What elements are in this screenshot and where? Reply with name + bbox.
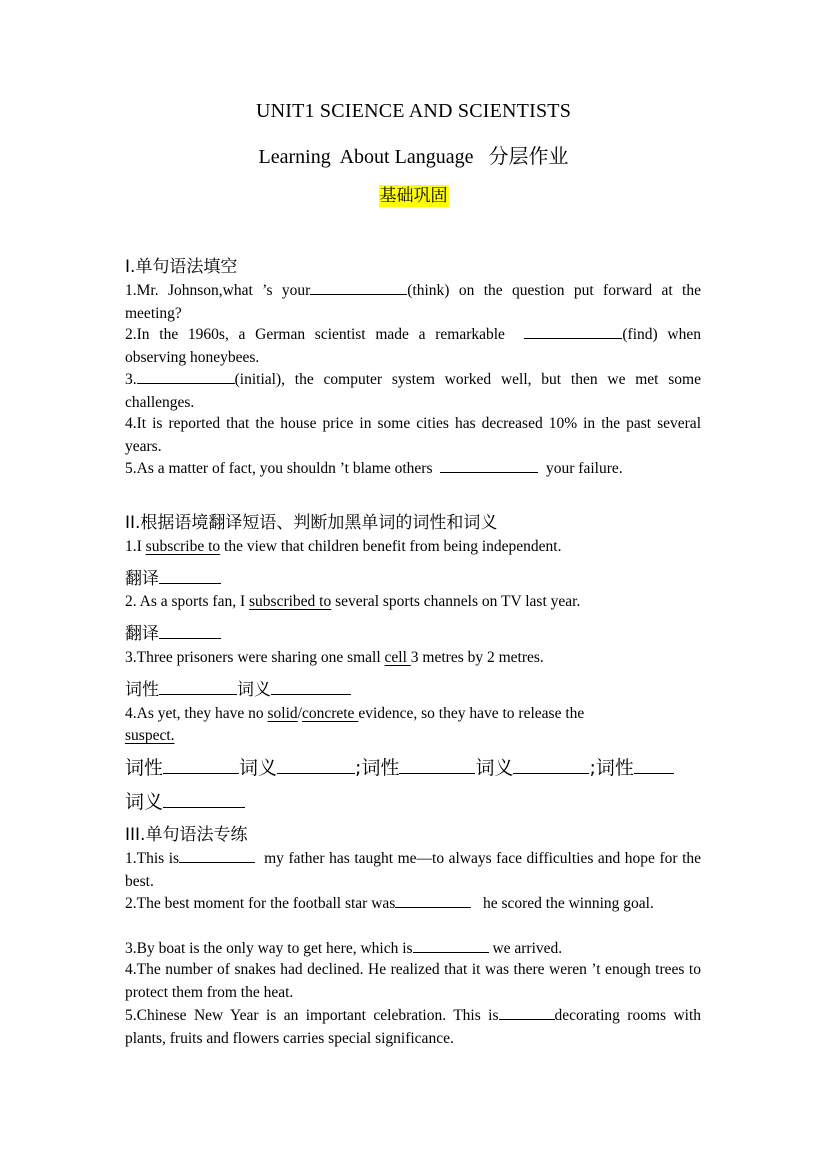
s3-q2-text-a: 2.The best moment for the football star was [125, 895, 396, 912]
s3-q3-text-b: we arrived. [492, 940, 563, 957]
s2-q3-text-b: 3 metres by 2 metres. [410, 649, 544, 666]
s1-question-3 [125, 368, 701, 414]
answer-blank[interactable] [159, 623, 221, 639]
answer-blank[interactable] [499, 1004, 555, 1020]
s2-q2-answer-row [125, 619, 725, 644]
s2-q1-answer-row [125, 564, 725, 589]
answer-blank[interactable] [634, 758, 674, 774]
s2-question-1 [125, 536, 701, 559]
meaning-label: 词义 [475, 757, 514, 779]
s3-q3-text-a: 3.By boat is the only way to get here, which is [125, 940, 413, 957]
s2-q1-text-a: 1.I [125, 538, 146, 555]
answer-blank[interactable] [179, 847, 255, 863]
s2-question-3 [125, 647, 701, 670]
pos-label: 词性 [125, 680, 159, 700]
s1-q3-text-a: 3. [125, 371, 137, 388]
s1-q4-text: 4.It is reported that the house price in some cities has decreased 10% in the past several years. [125, 415, 701, 455]
answer-blank[interactable] [163, 758, 239, 774]
s3-q5-text-a: 5.Chinese New Year is an important celebration. This is [125, 1007, 499, 1024]
s2-q1-text-b: the view that children benefit from being independent. [220, 538, 562, 555]
s3-question-5 [125, 1004, 701, 1050]
s3-q1-text-a: 1.This is [125, 850, 180, 867]
level-badge-row [0, 181, 827, 206]
s1-q1-text-b: (think) on the question put forward at the meeting? [125, 282, 701, 322]
s2-question-4 [125, 703, 701, 726]
s1-question-4 [125, 413, 701, 458]
meaning-label: 词义 [239, 757, 278, 779]
s1-q5-text-a: 5.As a matter of fact, you shouldn ’t blame others [125, 460, 433, 477]
s2-q4-answer-row-2 [125, 787, 725, 814]
key-phrase: subscribed to [249, 593, 332, 610]
s3-question-1 [125, 847, 701, 893]
s3-question-4 [125, 959, 701, 1004]
s2-q3-answer-row [125, 675, 725, 700]
s3-question-3 [125, 937, 701, 961]
key-word: cell [384, 649, 411, 666]
s3-q5-text-b: decorating rooms with plants, fruits and flowers carries special significance. [125, 1007, 701, 1047]
s1-question-2 [125, 323, 701, 369]
level-badge: 基础巩固 [379, 186, 448, 206]
translate-label: 翻译 [125, 569, 159, 589]
key-word: suspect. [125, 727, 175, 744]
section-3-heading: III.单句语法专练 [125, 825, 248, 845]
unit-title: UNIT1 SCIENCE AND SCIENTISTS [255, 100, 572, 122]
s3-q2-text-b: he scored the winning goal. [482, 895, 654, 912]
section-2-heading: II.根据语境翻译短语、判断加黑单词的词性和词义 [125, 513, 498, 533]
s2-question-4-cont [125, 725, 701, 748]
s1-question-5 [125, 457, 701, 481]
s1-q2-text-b: (find) when observing honeybees. [125, 326, 701, 366]
pos-label: 词性 [361, 757, 400, 779]
s2-q2-text-a: 2. As a sports fan, I [125, 593, 249, 610]
key-word: concrete [301, 705, 359, 722]
answer-blank[interactable] [159, 568, 221, 584]
translate-label: 翻译 [125, 624, 159, 644]
answer-blank[interactable] [310, 279, 407, 295]
s1-q1-text-a: 1.Mr. Johnson,what ’s your [125, 282, 311, 299]
section-1-heading: I.单句语法填空 [125, 257, 238, 277]
s3-q4-text: 4.The number of snakes had declined. He realized that it was there weren ’t enough trees to protect them from the heat. [125, 961, 701, 1001]
key-phrase: subscribe to [145, 538, 221, 555]
s1-q3-text-b: (initial), the computer system worked well, but then we met some challenges. [125, 371, 701, 411]
answer-blank[interactable] [159, 679, 237, 695]
s2-q2-text-b: several sports channels on TV last year. [331, 593, 581, 610]
answer-blank[interactable] [399, 758, 475, 774]
s1-q5-text-b: your failure. [546, 460, 623, 477]
s2-question-2 [125, 591, 701, 614]
answer-blank[interactable] [524, 323, 622, 339]
s2-q4-text-a: 4.As yet, they have no [125, 705, 268, 722]
pos-label: 词性 [125, 757, 164, 779]
separator: ; [355, 757, 362, 779]
answer-blank[interactable] [513, 758, 589, 774]
s3-q1-text-b: my father has taught me—to always face difficulties and hope for the best. [125, 850, 702, 890]
s1-question-1 [125, 279, 701, 325]
s1-q2-text-a: 2.In the 1960s, a German scientist made a remarkable [125, 326, 505, 343]
answer-blank[interactable] [271, 679, 351, 695]
answer-blank[interactable] [137, 368, 235, 384]
slash: / [297, 705, 302, 722]
s2-q4-text-b: evidence, so they have to release the [358, 705, 585, 722]
answer-blank[interactable] [395, 892, 471, 908]
pos-label: 词性 [595, 757, 634, 779]
separator: ; [589, 757, 596, 779]
s2-q4-answer-row-1 [125, 753, 725, 780]
meaning-label: 词义 [237, 680, 271, 700]
meaning-label: 词义 [125, 791, 164, 813]
answer-blank[interactable] [440, 457, 538, 473]
s2-q3-text-a: 3.Three prisoners were sharing one small [125, 649, 385, 666]
lesson-subtitle: Learning About Language 分层作业 [258, 146, 569, 168]
key-word: solid [267, 705, 298, 722]
answer-blank[interactable] [163, 792, 245, 808]
answer-blank[interactable] [413, 937, 489, 953]
s3-question-2 [125, 892, 701, 916]
answer-blank[interactable] [277, 758, 355, 774]
